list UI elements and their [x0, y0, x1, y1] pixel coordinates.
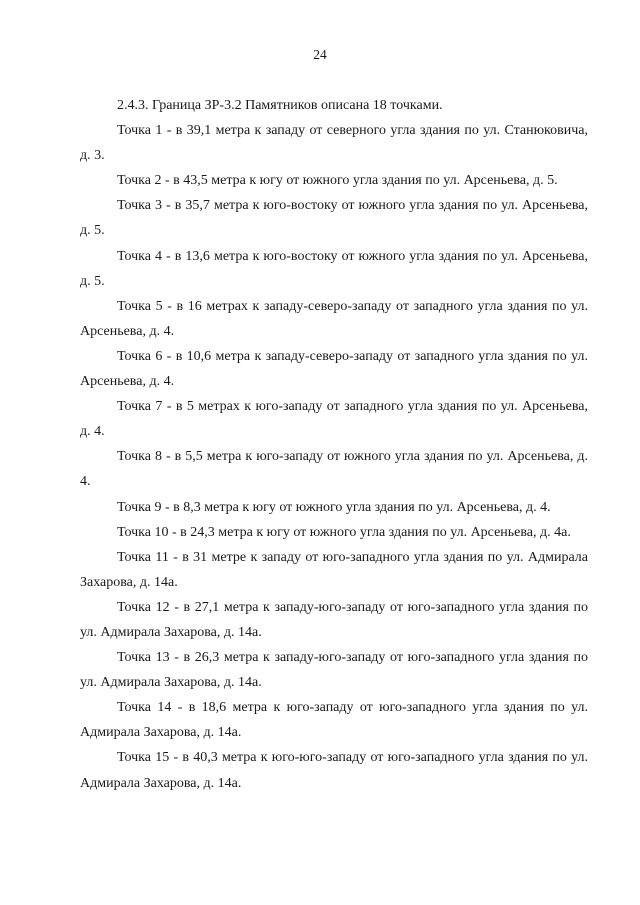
- point-paragraph: Точка 6 - в 10,6 метра к западу-северо-западу от западного угла здания по ул. Арсеньева, д. 4.: [80, 348, 588, 390]
- point-paragraph: Точка 13 - в 26,3 метра к западу-юго-западу от юго-западного угла здания по ул. Адмирала Захарова, д. 14а.: [80, 650, 588, 691]
- point-paragraph: Точка 15 - в 40,3 метра к юго-юго-западу от юго-западного угла здания по ул. Адмирала Захарова, д. 14а.: [80, 750, 588, 791]
- point-paragraph: Точка 2 - в 43,5 метра к югу от южного угла здания по ул. Арсеньева, д. 5.: [117, 173, 558, 189]
- page-number: 24: [313, 47, 327, 62]
- point-paragraph: Точка 12 - в 27,1 метра к западу-юго-западу от юго-западного угла здания по ул. Адмирала Захарова, д. 14а.: [80, 599, 588, 640]
- point-paragraph: Точка 14 - в 18,6 метра к юго-западу от юго-западного угла здания по ул. Адмирала Захарова, д. 14а.: [80, 700, 588, 741]
- point-paragraph: Точка 8 - в 5,5 метра к юго-западу от южного угла здания по ул. Арсеньева, д. 4.: [80, 449, 588, 490]
- point-paragraph: Точка 10 - в 24,3 метра к югу от южного угла здания по ул. Арсеньева, д. 4а.: [117, 524, 571, 540]
- document-body: [80, 93, 588, 796]
- point-paragraph: Точка 3 - в 35,7 метра к юго-востоку от южного угла здания по ул. Арсеньева, д. 5.: [80, 198, 588, 239]
- point-paragraph: Точка 7 - в 5 метрах к юго-западу от западного угла здания по ул. Арсеньева, д. 4.: [80, 399, 588, 440]
- point-paragraph: Точка 11 - в 31 метре к западу от юго-западного угла здания по ул. Адмирала Захарова, д. 14а.: [80, 549, 588, 590]
- point-paragraph: Точка 1 - в 39,1 метра к западу от северного угла здания по ул. Станюковича, д. 3.: [80, 123, 588, 164]
- point-paragraph: Точка 4 - в 13,6 метра к юго-востоку от южного угла здания по ул. Арсеньева, д. 5.: [80, 248, 588, 289]
- section-heading: 2.4.3. Граница ЗР-3.2 Памятников описана 18 точками.: [117, 98, 443, 113]
- point-paragraph: Точка 9 - в 8,3 метра к югу от южного угла здания по ул. Арсеньева, д. 4.: [117, 499, 551, 515]
- point-paragraph: Точка 5 - в 16 метрах к западу-северо-западу от западного угла здания по ул. Арсеньева, д. 4.: [80, 298, 588, 339]
